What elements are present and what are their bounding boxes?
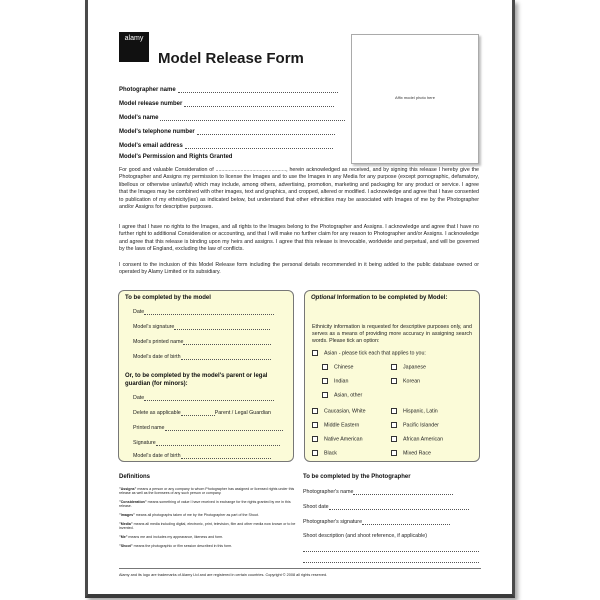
fill-line[interactable] [174,324,270,330]
checkbox[interactable] [312,422,318,428]
line-label: Shoot date [303,504,329,510]
definition-text: means all photographs taken of me by the Photographer as part of the Shoot. [135,513,259,517]
option-label: Black [324,450,337,457]
line-label: Shoot description (and shoot reference, if applicable) [303,533,427,539]
native-american-option[interactable] [312,436,363,442]
photographer-name-line[interactable] [303,489,453,495]
middle-eastern-option[interactable] [312,422,359,428]
model-telephone-field[interactable] [119,128,335,135]
option-label: Asian - please tick each that applies to you: [324,350,426,357]
parent-guardian-option[interactable]: Parent / Legal Guardian [214,410,271,416]
line-label: Model's date of birth [133,354,181,360]
definition-term: "Consideration" [119,500,147,504]
definition-text: means something of value I have received in exchange for the rights granted by me in this release. [119,500,291,509]
fill-line[interactable] [184,100,334,107]
model-signature-line[interactable] [133,324,270,330]
definition-text: means all media including digital, electronic, print, television, film and other media now known or to be invented. [119,522,296,531]
definition-term: "Me" [119,535,128,539]
definition-item [119,522,297,531]
korean-option[interactable] [391,378,420,384]
permission-title: Model's Permission and Rights Granted [119,154,233,160]
photographer-name-field[interactable] [119,86,338,93]
document-page [88,2,512,594]
line-label: Printed name [133,425,165,431]
option-label: Mixed Race [403,450,431,457]
line-label: Date [133,309,145,315]
fill-line[interactable] [156,440,280,446]
option-label: Korean [403,378,421,385]
definition-item [119,544,297,548]
checkbox[interactable] [312,408,318,414]
japanese-option[interactable] [391,364,426,370]
line-label: Photographer's signature [303,519,363,525]
photo-box-label: Affix model photo here [395,95,435,100]
black-option[interactable] [312,450,337,456]
checkbox[interactable] [322,392,328,398]
definition-item [119,487,297,496]
model-photo-box [351,34,479,164]
fill-line[interactable] [353,489,453,495]
fill-line[interactable] [303,546,479,552]
definition-text: means me and includes my appearance, likeness and form. [128,535,224,539]
photographer-section-title: To be completed by the Photographer [303,474,411,480]
checkbox[interactable] [322,378,328,384]
fill-line[interactable] [160,114,345,121]
option-label: Pacific Islander [403,422,439,429]
checkbox[interactable] [391,436,397,442]
asian-other-option[interactable] [322,392,362,398]
line-label: Delete as applicable [133,410,181,416]
definition-term: "Assigns" [119,487,137,491]
heading-rest: Information to be completed by Model: [335,295,448,301]
consent-paragraph: I consent to the inclusion of this Model Release form including the personal details recommended in it being added to the public database owned or operated by Alamy Limited or its subsidiary. [119,262,479,276]
model-date-line[interactable] [133,309,274,315]
fill-line[interactable] [165,425,283,431]
rights-paragraph: I agree that I have no rights to the Images, and all rights to the Images belong to the Photographer and Assigns. I acknowledge and agree that I have no further right to additional Consideration or accounting, and that I will make no further claim for any reason to Photographer and/or Assigns. I acknowledge and agree that this release is binding upon my heirs and assigns. I agree that this release is irrevocable, worldwide and perpetual, and will be governed by the laws of England, excluding the law of conflicts. [119,224,479,253]
fill-line[interactable] [303,557,479,563]
indian-option[interactable] [322,378,348,384]
option-label: Caucasian, White [324,408,366,415]
checkbox[interactable] [391,378,397,384]
field-label: Model's name [119,115,159,121]
option-label: African American [403,436,444,443]
line-label: Model's date of birth [133,453,181,459]
fill-line[interactable] [329,504,469,510]
fill-line[interactable] [181,410,215,416]
model-dob-line[interactable] [133,354,271,360]
guardian-date-line[interactable] [133,395,274,401]
page-title: Model Release Form [158,50,304,67]
photographer-signature-line[interactable] [303,519,450,525]
guardian-printed-name-line[interactable] [133,425,283,431]
fill-line[interactable] [185,142,333,149]
ethnicity-panel-heading [311,295,447,301]
option-label: Chinese [334,364,354,371]
guardian-heading-line1: Or, to be completed by the model's parent or legal [125,373,268,379]
field-label: Photographer name [119,87,176,93]
guardian-signature-line[interactable] [133,440,280,446]
logo-text: alamy [124,35,144,42]
fill-line[interactable] [178,86,338,93]
ethnicity-note: Ethnicity information is requested for descriptive purposes only, and serves as a means of providing more accuracy in assigning search words. Please tick an option: [312,324,472,345]
fill-line[interactable] [181,354,271,360]
model-panel [118,290,294,462]
field-label: Model release number [119,101,183,107]
line-label: Model's printed name [133,339,184,345]
guardian-dob-line[interactable] [133,453,271,459]
fill-line[interactable] [144,309,274,315]
option-label: Japanese [403,364,426,371]
chinese-option[interactable] [322,364,353,370]
caucasian-option[interactable] [312,408,366,414]
definition-item [119,513,297,517]
checkbox[interactable] [322,364,328,370]
model-name-field[interactable] [119,114,345,121]
field-label: Model's telephone number [119,129,195,135]
definition-text: means a person or any company to whom Photographer has assigned or licensed rights under this release as well as the licensees of any such person or company. [119,487,295,496]
footer-divider [119,568,481,569]
model-email-field[interactable] [119,142,333,149]
option-label: Indian [334,378,349,385]
definition-term: "Media" [119,522,133,526]
line-label: Signature [133,440,156,446]
pacific-islander-option[interactable] [391,422,439,428]
line-label: Photographer's name [303,489,354,495]
guardian-heading-line2: guardian (for minors): [125,381,188,387]
field-label: Model's email address [119,143,183,149]
line-label: Model's signature [133,324,175,330]
checkbox[interactable] [312,436,318,442]
model-release-number-field[interactable] [119,100,334,107]
guardian-delete-line[interactable] [133,410,271,416]
checkbox[interactable] [391,408,397,414]
shoot-description-line[interactable] [303,533,427,539]
checkbox[interactable] [391,422,397,428]
option-label: Asian, other [334,392,363,399]
mixed-race-option[interactable] [391,450,431,456]
fill-line[interactable] [197,128,335,135]
shoot-date-line[interactable] [303,504,469,510]
definition-term: "Images" [119,513,135,517]
definition-term: "Shoot" [119,544,133,548]
checkbox[interactable] [312,350,318,356]
fill-line[interactable] [144,395,274,401]
consideration-paragraph: For good and valuable Consideration of ................................................, herein acknowledged as received, and by signing this release I hereby give the Photographer and Assigns my permission to license the Images and to use the Images in any Media for any purpose (except pornographic, defamatory, libellous or otherwise unlawful) which may include, among others, advertising, promotion, marketing and packaging for any product or service. I agree that the Images may be combined with other images, text and graphics, and cropped, altered or modified. I acknowledge and agree that I have consented to publication of my ethnicity(ies) as indicated below, but understand that other ethnicities may be associated with Images of me by the Photographer and/or Assigns for descriptive purposes. [119,167,479,211]
fill-line[interactable] [181,453,271,459]
definitions-title: Definitions [119,474,150,480]
description-fill-line-2[interactable] [303,557,479,563]
definition-text: means the photographic or film session described in this form. [133,544,233,548]
line-label: Date [133,395,145,401]
definition-item [119,535,297,539]
checkbox[interactable] [391,364,397,370]
definition-item [119,500,297,509]
optional-label: Optional [311,295,336,301]
alamy-logo [119,32,149,62]
asian-option[interactable] [312,350,426,356]
checkbox[interactable] [312,450,318,456]
option-label: Middle Eastern [324,422,360,429]
model-printed-name-line[interactable] [133,339,271,345]
model-panel-heading: To be completed by the model [125,295,211,301]
option-label: Hispanic, Latin [403,408,438,415]
african-american-option[interactable] [391,436,443,442]
fill-line[interactable] [362,519,450,525]
fill-line[interactable] [183,339,271,345]
hispanic-option[interactable] [391,408,438,414]
description-fill-line-1[interactable] [303,546,479,552]
option-label: Native American [324,436,363,443]
checkbox[interactable] [391,450,397,456]
footer-text: Alamy and its logo are trademarks of Alamy Ltd and are registered in certain countries. Copyright © 2008 all rights reserved. [119,573,328,577]
